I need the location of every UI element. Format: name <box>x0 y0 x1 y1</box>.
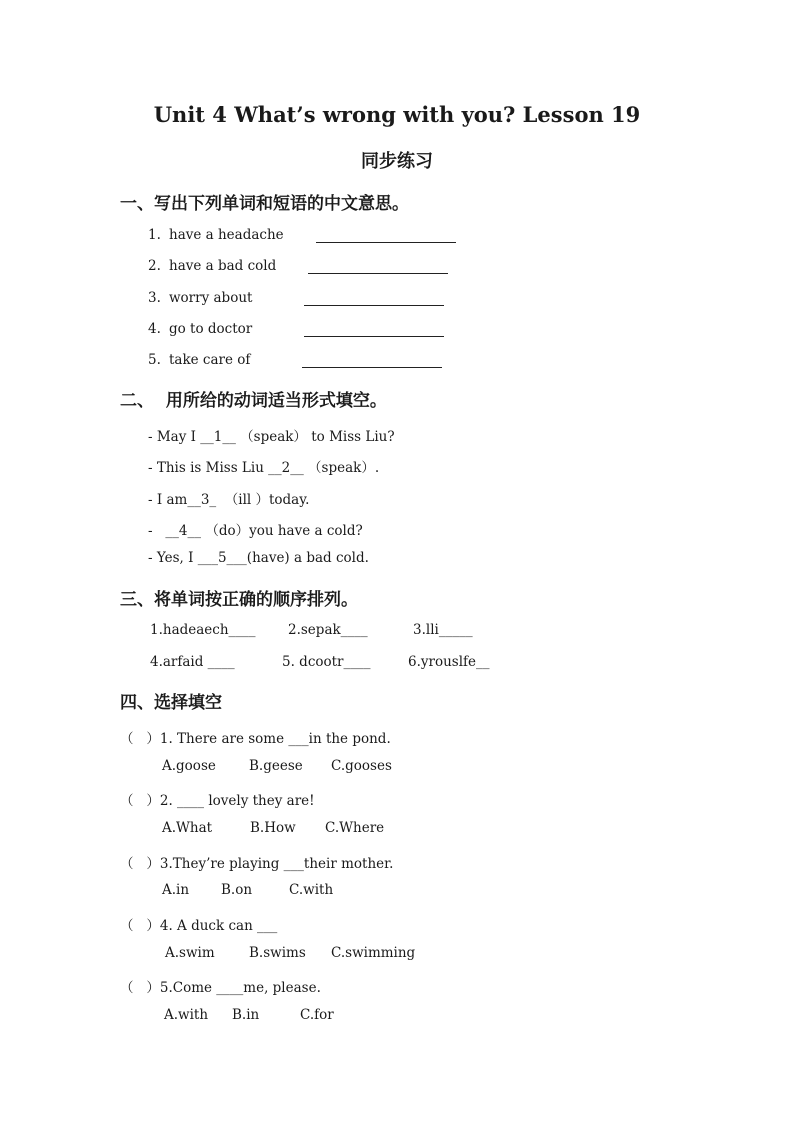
s1-item-5-text: take care of <box>169 352 251 368</box>
s4-question-1: （ ）1. There are some ___in the pond. <box>120 731 391 747</box>
s4-q1-option-b: B.geese <box>249 758 303 774</box>
s4-question-2: （ ）2. ____ lovely they are! <box>120 793 315 809</box>
s2-line-2: - This is Miss Liu __2__ （speak）. <box>148 460 380 476</box>
s1-item-4-text: go to doctor <box>169 321 253 337</box>
s3-item-1: 1.hadeaech____ <box>150 622 256 638</box>
s2-line-5: - Yes, I ___5___(have) a bad cold. <box>148 550 369 566</box>
section-1-heading: 一、写出下列单词和短语的中文意思。 <box>120 194 409 214</box>
section-2-heading: 二、 用所给的动词适当形式填空。 <box>120 391 387 411</box>
s4-q2-option-b: B.How <box>250 820 296 836</box>
s3-item-2: 2.sepak____ <box>288 622 368 638</box>
s1-item-1-text: have a headache <box>169 227 284 243</box>
s4-q5-option-c: C.for <box>300 1007 334 1023</box>
s2-line-1: - May I __1__ （speak） to Miss Liu? <box>148 429 395 445</box>
section-4-heading: 四、选择填空 <box>120 693 222 713</box>
s4-question-5: （ ）5.Come ____me, please. <box>120 980 321 996</box>
page-subtitle: 同步练习 <box>361 151 433 172</box>
s1-item-5-answer-line <box>302 367 442 368</box>
s1-item-5-num: 5. <box>148 352 161 368</box>
s4-q3-option-a: A.in <box>162 882 190 898</box>
s4-question-3: （ ）3.They’re playing ___their mother. <box>120 856 394 872</box>
s1-item-3-text: worry about <box>169 290 253 306</box>
s4-q5-option-a: A.with <box>164 1007 209 1023</box>
s1-item-4-num: 4. <box>148 321 161 337</box>
s4-q2-option-c: C.Where <box>325 820 385 836</box>
s4-q4-option-b: B.swims <box>249 945 306 961</box>
s1-item-3-answer-line <box>304 305 444 306</box>
s4-q5-option-b: B.in <box>232 1007 260 1023</box>
s4-q3-option-b: B.on <box>221 882 253 898</box>
s4-q4-option-a: A.swim <box>165 945 215 961</box>
s1-item-1-answer-line <box>316 242 456 243</box>
s4-q3-option-c: C.with <box>289 882 334 898</box>
s4-q1-option-a: A.goose <box>162 758 216 774</box>
s3-item-6: 6.yrouslfe__ <box>408 654 490 670</box>
s1-item-3-num: 3. <box>148 290 161 306</box>
s4-question-4: （ ）4. A duck can ___ <box>120 918 278 934</box>
s1-item-2-answer-line <box>308 273 448 274</box>
s2-line-3: - I am__3_ （ill ）today. <box>148 492 310 508</box>
s3-item-5: 5. dcootr____ <box>282 654 371 670</box>
s1-item-4-answer-line <box>304 336 444 337</box>
s3-item-4: 4.arfaid ____ <box>150 654 235 670</box>
s2-line-4: - __4__ （do）you have a cold? <box>148 523 363 539</box>
s4-q4-option-c: C.swimming <box>331 945 416 961</box>
s4-q1-option-c: C.gooses <box>331 758 392 774</box>
s1-item-2-text: have a bad cold <box>169 258 277 274</box>
s3-item-3: 3.lli_____ <box>413 622 473 638</box>
page-title: Unit 4 What’s wrong with you? Lesson 19 <box>153 102 641 127</box>
s1-item-2-num: 2. <box>148 258 161 274</box>
section-3-heading: 三、将单词按正确的顺序排列。 <box>120 590 358 610</box>
s4-q2-option-a: A.What <box>162 820 213 836</box>
s1-item-1-num: 1. <box>148 227 161 243</box>
